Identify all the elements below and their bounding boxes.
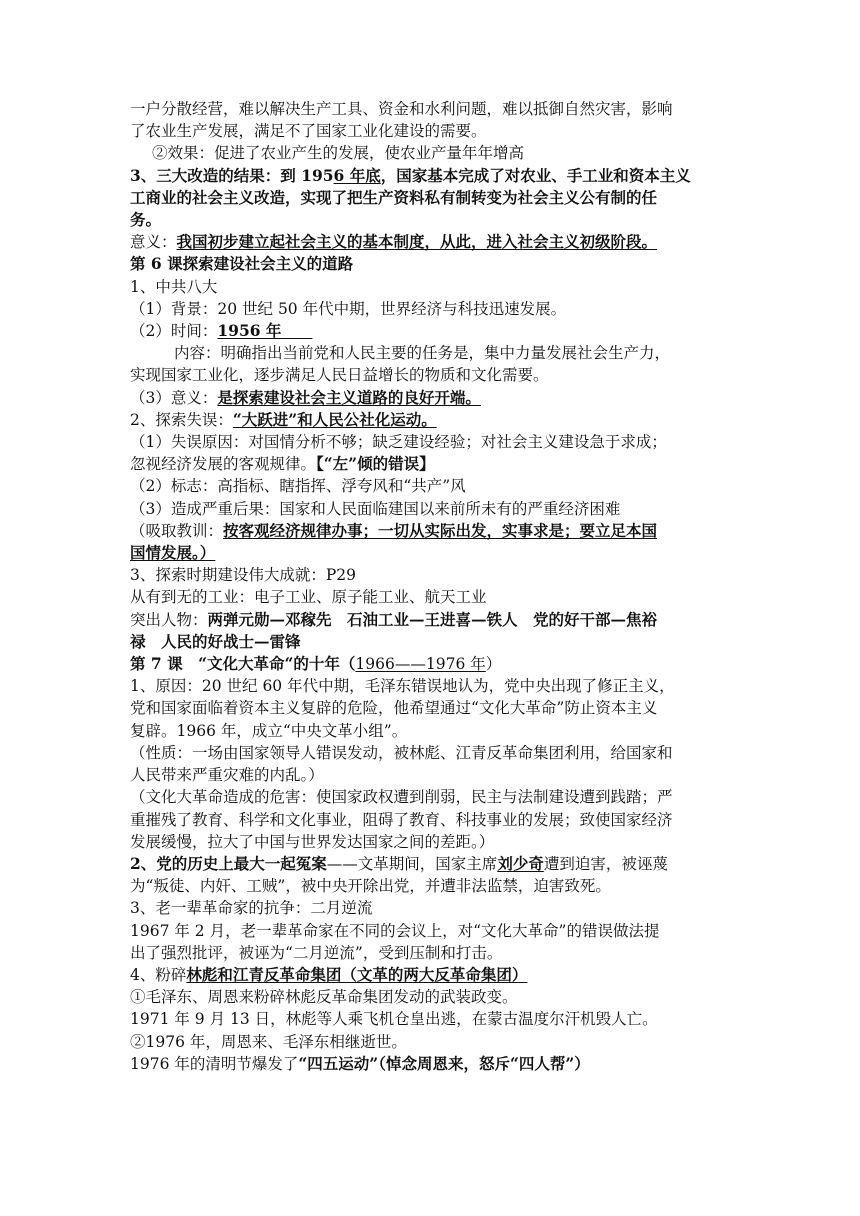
text-line xyxy=(130,697,730,719)
text: 忽视经济发展的客观规律。 xyxy=(130,455,317,474)
text-line xyxy=(130,364,730,386)
text: 党和国家面临着资本主义复辟的危险，他希望通过“文化大革命”防止资本主义 xyxy=(130,699,658,718)
text: （性质：一场由国家领导人错误发动，被林彪、江青反革命集团利用，给国家和 xyxy=(130,743,673,762)
text-line xyxy=(130,609,730,631)
text: 1971 年 9 月 13 日，林彪等人乘飞机仓皇出逃，在蒙古温度尔汗机毁人亡。 xyxy=(130,1010,658,1029)
text: 一户分散经营，难以解决生产工具、资金和水利问题，难以抵御自然灾害，影响 xyxy=(130,100,673,118)
text-line xyxy=(130,142,730,164)
text: 遭到迫害，被诬蔑 xyxy=(543,854,668,873)
text-line xyxy=(130,564,730,586)
text-line xyxy=(130,986,730,1008)
text: ——文革期间，国家主席 xyxy=(326,854,498,873)
text-line xyxy=(130,675,730,697)
text: 内容：明确指出当前党和人民主要的任务是，集中力量发展社会生产力， xyxy=(174,344,671,363)
text-line xyxy=(130,209,730,231)
text-line xyxy=(130,453,730,475)
text: 务。 xyxy=(130,210,162,230)
text-line xyxy=(130,387,730,409)
text-line xyxy=(130,786,730,808)
text-line xyxy=(130,409,730,431)
underlined-text: “大跃进”和人民公社化运动。 xyxy=(232,409,437,429)
text: “四五运动”（悼念周恩来，怒斥“四人帮”） xyxy=(298,1053,590,1073)
text: （2）标志：高指标、瞎指挥、浮夸风和“共产”风 xyxy=(130,477,466,496)
text: 人民带来严重灾难的内乱。） xyxy=(130,766,324,785)
text: ，国家基本完成了对农业、手工业和资本主义 xyxy=(380,165,691,185)
text-line xyxy=(130,831,730,853)
text-line xyxy=(130,720,730,742)
text: （3）造成严重后果：国家和人民面临建国以来前所未有的严重经济困难 xyxy=(130,499,621,518)
underlined-text: 林彪和江青反革命集团（文革的两大反革命集团） xyxy=(186,964,528,984)
text: 为“叛徒、内奸、工贼”，被中央开除出党，并遭非法监禁，迫害致死。 xyxy=(130,877,611,896)
text: 发展缓慢，拉大了中国与世界发达国家之间的差距。） xyxy=(130,832,495,851)
text: （文化大革命造成的危害：使国家政权遭到削弱，民主与法制建设遭到践踏；严 xyxy=(130,788,673,807)
text: （1）背景：20 世纪 50 年代中期，世界经济与科技迅速发展。 xyxy=(130,299,567,318)
text-line xyxy=(130,231,730,253)
text: 【“左”倾的错误】 xyxy=(316,454,435,474)
text-line xyxy=(130,1053,730,1075)
text: ） xyxy=(485,655,502,674)
underlined-text: 按客观经济规律办事；一切从实际出发，实事求是；要立足本国 xyxy=(223,520,658,540)
text-line xyxy=(130,431,730,453)
text: 3、老一辈革命家的抗争：二月逆流 xyxy=(130,899,373,918)
text: 3、三大改造的结果：到 195 xyxy=(130,165,334,185)
text-line xyxy=(130,498,730,520)
text: 突出人物： xyxy=(130,610,208,629)
text-line xyxy=(130,520,730,542)
underlined-text: 是探索建设社会主义道路的良好开端。 xyxy=(217,387,481,407)
text: 1、原因：20 世纪 60 年代中期，毛泽东错误地认为，党中央出现了修正主义， xyxy=(130,677,675,696)
text-line xyxy=(130,1008,730,1030)
text-line xyxy=(130,964,730,986)
text-line xyxy=(130,942,730,964)
text: ②效果：促进了农业产生的发展，使农业产量年年增高 xyxy=(152,144,525,163)
text-line xyxy=(130,586,730,608)
text: ①毛泽东、周恩来粉碎林彪反革命集团发动的武装政变。 xyxy=(130,988,518,1007)
text: 1、中共八大 xyxy=(130,277,218,296)
text: 4、粉碎 xyxy=(130,965,187,984)
document-page xyxy=(130,98,730,1075)
text: 1967 年 2 月，老一辈革命家在不同的会议上，对“文化大革命”的错误做法提 xyxy=(130,921,660,940)
text-line xyxy=(130,165,730,187)
text-line xyxy=(130,98,730,120)
underlined-text: 6 年底 xyxy=(333,165,381,185)
text-line xyxy=(130,187,730,209)
text: 实现国家工业化，逐步满足人民日益增长的物质和文化需要。 xyxy=(130,366,549,385)
text-line xyxy=(130,475,730,497)
text-line xyxy=(130,764,730,786)
text: 2、党的历史上最大一起冤案 xyxy=(130,853,327,873)
text: （3）意义： xyxy=(130,388,218,407)
text: 复辟。1966 年，成立“中央文革小组”。 xyxy=(130,721,408,740)
text: 了农业生产发展，满足不了国家工业化建设的需要。 xyxy=(130,122,487,141)
text-line xyxy=(130,342,730,364)
underlined-text: 国情发展。） xyxy=(130,543,216,563)
text: 工商业的社会主义改造，实现了把生产资料私有制转变为社会主义公有制的任 xyxy=(130,187,658,207)
text-line xyxy=(130,542,730,564)
text-line xyxy=(130,320,730,342)
lesson-heading xyxy=(130,253,730,275)
underlined-text: 1956 年 xyxy=(217,321,282,341)
text-line xyxy=(130,1031,730,1053)
underlined-text: 1966——1976 年 xyxy=(355,655,486,674)
text: 两弹元勋—邓稼先 石油工业—王进喜—铁人 党的好干部—焦裕 xyxy=(207,609,658,629)
text: 从有到无的工业：电子工业、原子能工业、航天工业 xyxy=(130,588,487,607)
text: 1976 年的清明节爆发了 xyxy=(130,1054,299,1073)
text-line xyxy=(130,853,730,875)
text-line xyxy=(130,897,730,919)
text: 禄 人民的好战士—雷锋 xyxy=(130,631,301,651)
underlined-text: 刘少奇 xyxy=(497,853,544,873)
text: （吸取教训： xyxy=(130,521,224,540)
text: 2、探索失误： xyxy=(130,410,233,429)
text: （1）失误原因：对国情分析不够；缺乏建设经验；对社会主义建设急于求成； xyxy=(130,433,667,452)
text-line xyxy=(130,742,730,764)
text: 第 6 课探索建设社会主义的道路 xyxy=(130,254,354,274)
text: 第 7 课 “文化大革命“的十年（ xyxy=(130,654,356,674)
text: 意义： xyxy=(130,233,177,252)
text: 出了强烈批评，被诬为“二月逆流”，受到压制和打击。 xyxy=(130,943,503,962)
text: ②1976 年，周恩来、毛泽东相继逝世。 xyxy=(130,1032,407,1051)
text: （2）时间： xyxy=(130,322,218,341)
text-line xyxy=(130,875,730,897)
text-line xyxy=(130,276,730,298)
text-line xyxy=(130,920,730,942)
underlined-text: 我国初步建立起社会主义的基本制度，从此，进入社会主义初级阶段。 xyxy=(176,232,658,252)
lesson-heading xyxy=(130,653,730,675)
text: 重摧残了教育、科学和文化事业，阻碍了教育、科技事业的发展；致使国家经济 xyxy=(130,810,673,829)
text-line xyxy=(130,298,730,320)
text-line xyxy=(130,120,730,142)
text-line xyxy=(130,631,730,653)
text: 3、探索时期建设伟大成就：P29 xyxy=(130,566,357,585)
text-line xyxy=(130,809,730,831)
